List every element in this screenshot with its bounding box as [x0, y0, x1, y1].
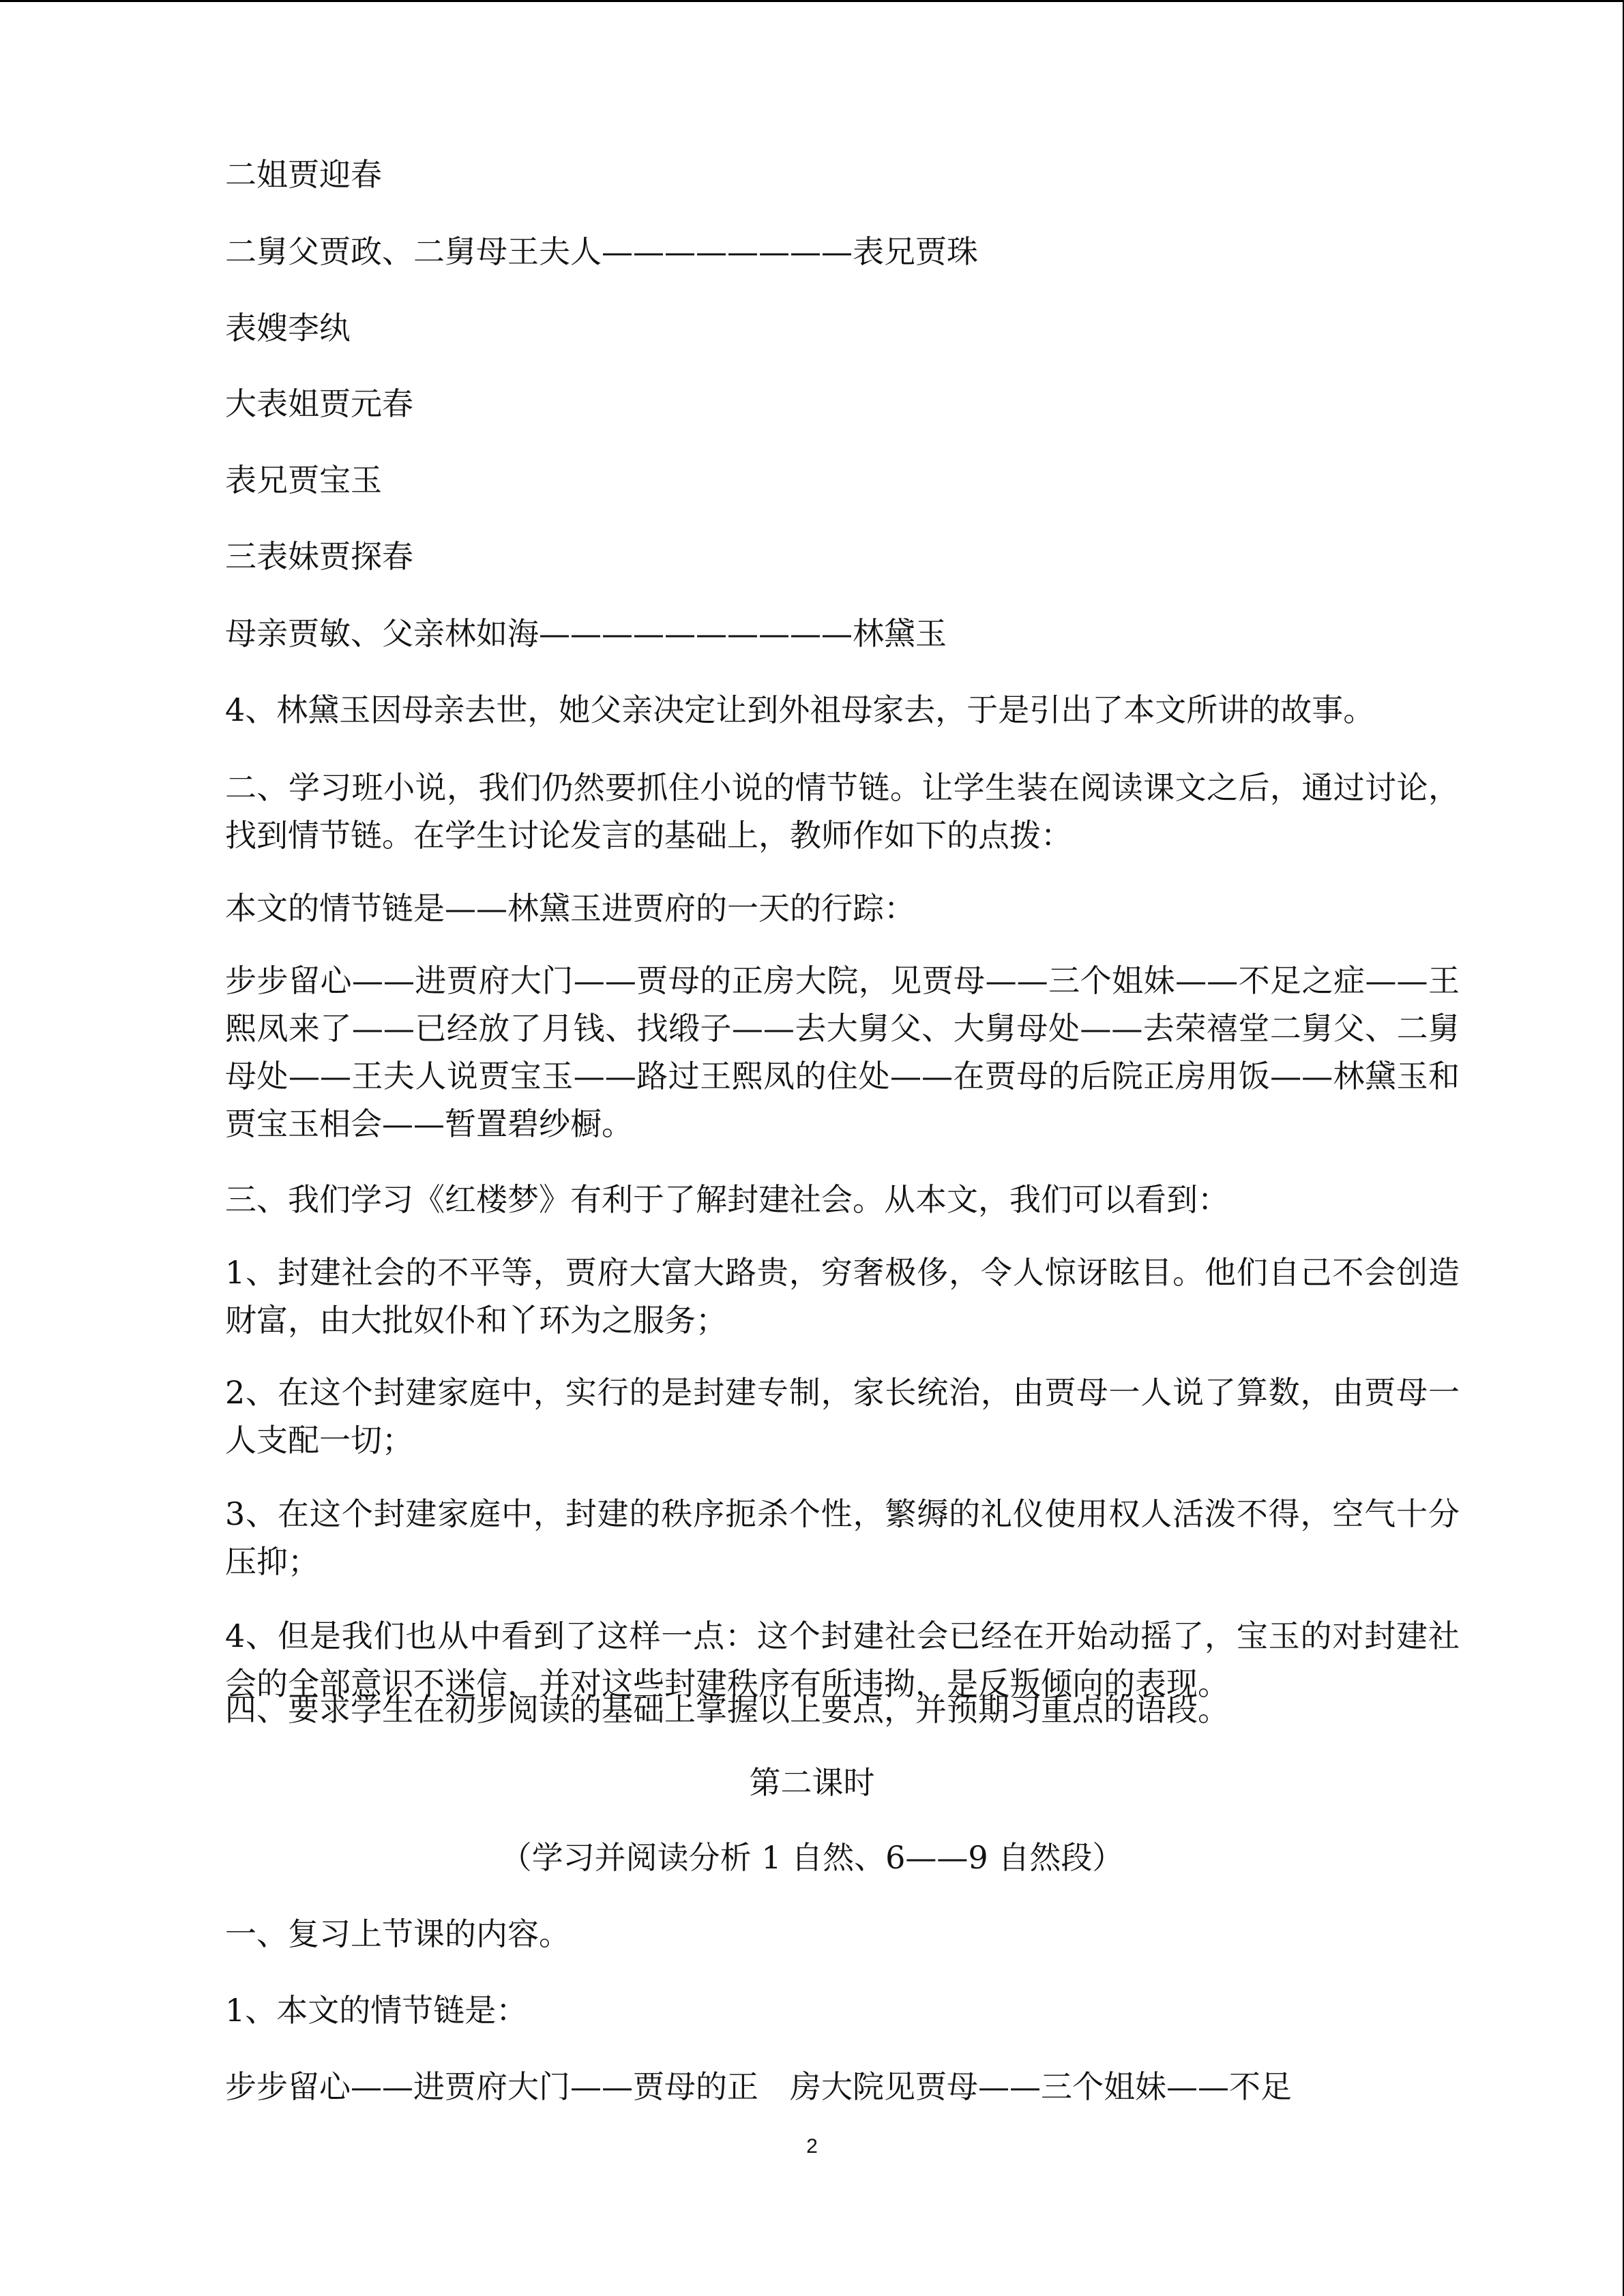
paragraph: 本文的情节链是——林黛玉进贾府的一天的行踪： — [225, 890, 915, 927]
text-line: 大表姐贾元春 — [225, 385, 413, 422]
paragraph: 2、在这个封建家庭中，实行的是封建专制，家长统治，由贾母一人说了算数，由贾母一人支配一切； — [225, 1374, 1460, 1459]
text-line: 步步留心——进贾府大门——贾母的正 房大院见贾母——三个姐妹——不足 — [225, 2068, 1292, 2105]
paragraph: 步步留心——进贾府大门——贾母的正房大院，见贾母——三个姐妹——不足之症——王熙凤来了——已经放了月钱、找缎子——去大舅父、大舅母处——去荣禧堂二舅父、二舅母处——王夫人说贾宝玉——路过王熙凤的住处——在贾母的后院正房用饭——林黛玉和贾宝玉相会——暂置碧纱橱。 — [225, 962, 1460, 1142]
paragraph: 三、我们学习《红楼梦》有利于了解封建社会。从本文，我们可以看到： — [225, 1181, 1229, 1218]
page-number: 2 — [806, 2135, 818, 2158]
paragraph: 二、学习班小说，我们仍然要抓住小说的情节链。让学生装在阅读课文之后，通过讨论，找到情节链。在学生讨论发言的基础上，教师作如下的点拨： — [225, 769, 1460, 854]
paragraph: 1、封建社会的不平等，贾府大富大路贵，穷奢极侈，令人惊讶眩目。他们自己不会创造财富，由大批奴仆和丫环为之服务； — [225, 1254, 1460, 1339]
paragraph: 四、要求学生在初步阅读的基础上掌握以上要点，并预期习重点的语段。 — [225, 1691, 1229, 1728]
text-line: 1、本文的情节链是： — [225, 1992, 528, 2029]
text-line: 二姐贾迎春 — [225, 156, 382, 193]
text-line: 表兄贾宝玉 — [225, 462, 382, 498]
paragraph: 4、但是我们也从中看到了这样一点：这个封建社会已经在开始动摇了，宝玉的对封建社会的全部意识不迷信，并对这些封建秩序有所违拗，是反叛倾向的表现。 — [225, 1617, 1460, 1702]
section-subtitle: （学习并阅读分析 1 自然、6——9 自然段） — [500, 1839, 1124, 1876]
text-line: 4、林黛玉因母亲去世，她父亲决定让到外祖母家去，于是引出了本文所讲的故事。 — [225, 691, 1375, 728]
text-line: 三表妹贾探春 — [225, 538, 413, 575]
text-line: 母亲贾敏、父亲林如海——————————林黛玉 — [225, 615, 947, 652]
text-line: 一、复习上节课的内容。 — [225, 1915, 570, 1952]
text-line: 二舅父贾政、二舅母王夫人————————表兄贾珠 — [225, 233, 978, 270]
paragraph: 3、在这个封建家庭中，封建的秩序扼杀个性，繁缛的礼仪使用权人活泼不得，空气十分压抑； — [225, 1495, 1460, 1580]
text-line: 表嫂李纨 — [225, 310, 351, 346]
section-title: 第二课时 — [749, 1764, 875, 1801]
